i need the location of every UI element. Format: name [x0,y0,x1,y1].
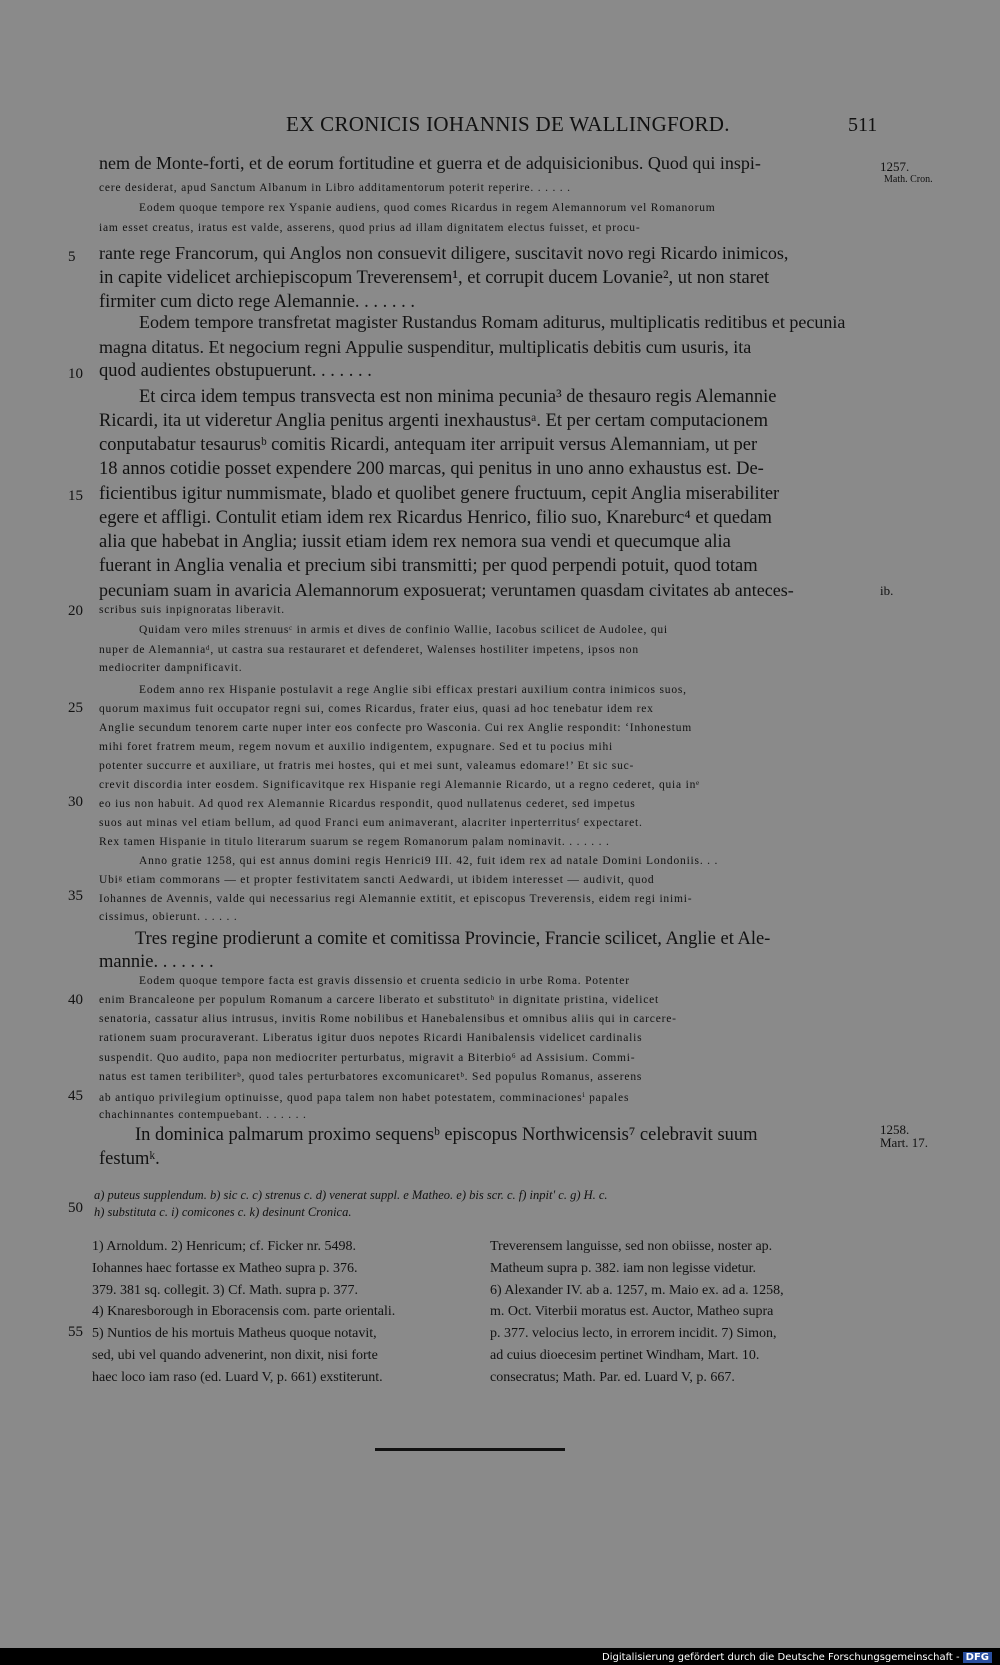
line-number: 55 [68,1324,83,1340]
text-line: ficientibus igitur nummismate, blado et quolibet genere fructuum, cepit Anglia miserabiliter [99,484,780,504]
text-line: potenter succurre et auxiliare, ut fratris mei hostes, qui et mei sunt, valeamus edomare!’ Et sic suc- [99,760,635,772]
text-line: mihi foret fratrem meum, regem novum et auxilio indigentem, expugnare. Sed et tu pocius mihi [99,741,614,753]
line-number: 30 [68,794,83,810]
line-number: 20 [68,603,83,619]
text-line: egere et affligi. Contulit etiam idem rex Ricardus Henrico, filio suo, Knareburc⁴ et quedam [99,508,772,528]
text-line: Tres regine prodierunt a comite et comitissa Provincie, Francie scilicet, Anglie et Ale- [135,929,771,949]
text-line: In dominica palmarum proximo sequensᵇ episcopus Northwicensis⁷ celebravit suum [135,1125,758,1145]
line-number: 40 [68,992,83,1008]
footnote-line: 379. 381 sq. collegit. 3) Cf. Math. supra p. 377. [92,1282,358,1298]
text-line: nem de Monte-forti, et de eorum fortitudine et guerra et de adquisicionibus. Quod qui inspi- [99,153,761,173]
margin-year: 1257. [880,159,910,174]
text-line: chachinnantes contempuebant. . . . . . . [99,1109,307,1121]
footnotes-right [490,1236,784,1389]
footnote-line: Iohannes haec fortasse ex Matheo supra p. 376. [92,1260,358,1276]
text-line: mannie. . . . . . . [99,952,214,972]
footnote-line: Treverensem languisse, sed non obiisse, noster ap. [490,1239,773,1254]
text-line: Anno gratie 1258, qui est annus domini regis Henrici9 III. 42, fuit idem rex ad natale Domini Londoniis. . . [139,855,719,867]
text-line: Ubiᵍ etiam commorans — et propter festivitatem sancti Aedwardi, ut ibidem interesset — audivit, quod [99,874,655,886]
text-line: magna ditatus. Et negocium regni Appulie suspenditur, multiplicatis debitis cum usuris, ita [99,337,752,357]
text-line: suspendit. Quo audito, papa non mediocriter perturbatus, migravit a Biterbio⁶ ad Assisium. Commi- [99,1052,636,1064]
text-line: enim Brancaleone per populum Romanum a carcere liberato et substitutoʰ in dignitate pristina, videlicet [99,994,660,1006]
text-line: crevit discordia inter eosdem. Significavitque rex Hispanie regi Alemannie Ricardo, ut a regno cederet, quia inᵉ [99,779,700,791]
margin-note [880,1123,928,1149]
text-line: quorum maximus fuit occupator regni sui, comes Ricardus, frater eius, quasi ad hoc tenebatur idem rex [99,703,654,715]
line-number: 50 [68,1200,83,1216]
text-line: Eodem anno rex Hispanie postulavit a rege Anglie sibi efficax prestari auxilium contra inimicos suos, [139,684,687,696]
margin-source: Math. Cron. [884,174,933,185]
footnote-line: 5) Nuntios de his mortuis Matheus quoque notavit, [92,1326,377,1342]
text-line: Rex tamen Hispanie in titulo literarum suarum se regem Romanorum palam nominavit. . . . . . . [99,836,610,848]
footnote-line: 6) Alexander IV. ab a. 1257, m. Maio ex. ad a. 1258, [490,1282,784,1298]
text-line: firmiter cum dicto rege Alemannie. . . . . . . [99,292,415,312]
margin-note: ib. [880,583,894,598]
text-line: Ricardi, ita ut videretur Anglia penitus argenti inexhaustusᵃ. Et per certam computacionem [99,411,768,431]
text-line: mediocriter dampnificavit. [99,662,243,674]
critical-note: h) substituta c. i) comicones c. k) desinunt Cronica. [94,1205,352,1219]
line-number: 45 [68,1088,83,1104]
footnote-line: sed, ubi vel quando advenerint, non dixit, nisi forte [92,1347,378,1363]
text-line: alia que habebat in Anglia; iussit etiam idem rex nemora sua vendi et quecumque alia [99,532,731,552]
line-number: 15 [68,488,83,504]
footnote-line: Matheum supra p. 382. iam non legisse videtur. [490,1260,756,1276]
credit-text [602,1652,992,1663]
margin-year: 1258. [880,1122,910,1137]
text-line: natus est tamen teribiliterᵇ, quod tales perturbatores excomunicaretᵇ. Sed populus Romanus, asserens [99,1071,643,1083]
text-line: iam esset creatus, iratus est valde, asserens, quod prius ad illam dignitatem electus fuisset, et procu- [99,222,641,234]
footnote-line: consecratus; Math. Par. ed. Luard V, p. 667. [490,1369,735,1385]
text-line: in capite videlicet archiepiscopum Treverensem¹, et corrupit ducem Lovanie², ut non staret [99,268,770,288]
footnote-line: haec loco iam raso (ed. Luard V, p. 661) exstiterunt. [92,1369,383,1385]
margin-date: Mart. 17. [880,1135,929,1150]
text-line: Eodem tempore transfretat magister Rustandus Romam aditurus, multiplicatis reditibus et pecunia [139,312,846,332]
text-line: eo ius non habuit. Ad quod rex Alemannie Ricardus respondit, quod nullatenus cederet, sed impetus [99,798,636,810]
text-line: senatoria, cassatur alius intrusus, invitis Rome nobilibus et Hanebalensibus et omnibus aliis qui in carcere- [99,1013,677,1025]
text-line: quod audientes obstupuerunt. . . . . . . [99,361,372,381]
text-line: rationem suam procuraverant. Liberatus igitur duos nepotes Ricardi Hanibalensis videlicet cardinalis [99,1032,643,1044]
footnote-line: p. 377. velocius lecto, in errorem incidit. 7) Simon, [490,1326,777,1342]
text-line: Quidam vero miles strenuusᶜ in armis et dives de confinio Wallie, Iacobus scilicet de Audolee, qui [139,624,668,636]
line-number: 10 [68,366,83,382]
text-line: Eodem quoque tempore rex Yspanie audiens, quod comes Ricardus in regem Alemannorum vel Romanorum [139,202,716,214]
text-line: fuerant in Anglia venalia et precium sibi transmitti; per quod perpendi potuit, quod totam [99,556,758,576]
text-line: scribus suis inpignoratas liberavit. [99,604,285,616]
page-number: 511 [848,114,878,136]
text-line: cissimus, obierunt. . . . . . [99,911,238,923]
text-line: pecuniam suam in avaricia Alemannorum exposuerat; veruntamen quasdam civitates ab anteces- [99,580,794,600]
text-line: Iohannes de Avennis, valde qui necessarius regi Alemannie extitit, et episcopus Treverensis, eidem regi inimi- [99,893,693,905]
text-line: Et circa idem tempus transvecta est non minima pecunia³ de thesauro regis Alemannie [139,387,777,407]
page-end-rule [375,1448,565,1451]
text-line: suos aut minas vel etiam bellum, ad quod Franci eum animaverant, alacriter inperterritusᶠ expectaret. [99,817,643,829]
dfg-logo: DFG [963,1652,992,1663]
text-line: festumᵏ. [99,1149,160,1169]
credit-label: Digitalisierung gefördert durch die Deutsche Forschungsgemeinschaft - [602,1652,960,1663]
page-title: EX CRONICIS IOHANNIS DE WALLINGFORD. [286,112,730,136]
footnote-line: m. Oct. Viterbii moratus est. Auctor, Matheo supra [490,1304,774,1320]
footnote-line: 1) Arnoldum. 2) Henricum; cf. Ficker nr. 5498. [92,1239,357,1254]
text-line: Eodem quoque tempore facta est gravis dissensio et cruenta sedicio in urbe Roma. Potenter [139,975,630,987]
text-line: nuper de Alemanniaᵈ, ut castra sua restauraret et defenderet, Walenses hostiliter impetens, ipsos non [99,644,639,656]
text-line: conputabatur tesaurusᵇ comitis Ricardi, antequam iter arripuit versus Alemanniam, ut per [99,435,758,455]
text-line: cere desiderat, apud Sanctum Albanum in Libro additamentorum poterit reperire. . . . . . [99,182,571,194]
footnote-line: 4) Knaresborough in Eboracensis com. parte orientali. [92,1304,396,1320]
text-line: ab antiquo privilegium optinuisse, quod papa talem non habet potestatem, comminacionesⁱ papales [99,1092,630,1104]
critical-note: a) puteus supplendum. b) sic c. c) strenus c. d) venerat suppl. e Matheo. e) bis scr. c. f) inpit' c. g) H. c. [94,1188,608,1202]
line-number: 35 [68,888,83,904]
footnote-line: ad cuius dioecesim pertinet Windham, Mart. 10. [490,1347,760,1363]
text-line: Anglie secundum tenorem carte nuper inter eos confecte pro Wasconia. Cui rex Anglie respondit: ‘Inhonestum [99,722,693,734]
running-header [0,112,1000,142]
margin-note [880,160,933,186]
footnotes-left [92,1236,395,1389]
line-number: 5 [68,249,76,265]
text-line: rante rege Francorum, qui Anglos non consuevit diligere, suscitavit novo regi Ricardo inimicos, [99,243,789,263]
line-number: 25 [68,700,83,716]
text-line: 18 annos cotidie posset expendere 200 marcas, qui penitus in uno anno exhaustus est. De- [99,459,764,479]
